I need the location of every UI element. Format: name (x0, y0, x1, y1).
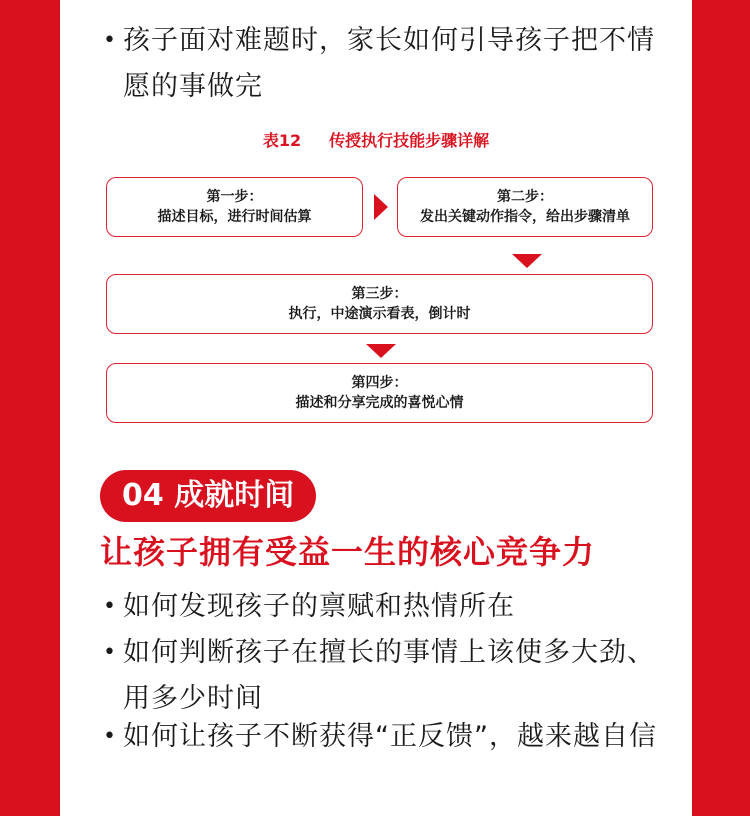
table-title: 传授执行技能步骤详解 (329, 131, 490, 150)
bullet-dot-icon: • (103, 724, 116, 749)
step-3-desc: 执行，中途演示看表，倒计时 (288, 306, 471, 322)
step-2-title: 第二步： (497, 189, 553, 205)
list-item-text: 如何让孩子不断获得“正反馈”，越来越自信 (123, 721, 657, 752)
intro-bullet-text: 孩子面对难题时，家长如何引导孩子把不情愿的事做完 (123, 25, 655, 102)
table-caption (60, 128, 692, 151)
bullet-dot-icon: • (103, 28, 116, 53)
table-label: 表12 (262, 131, 302, 150)
section-heading: 让孩子拥有受益一生的核心竞争力 (100, 533, 596, 571)
step-3-title: 第三步： (351, 286, 408, 302)
list-item-text: 如何判断孩子在擅长的事情上该使多大劲、用多少时间 (123, 637, 655, 714)
bullet-dot-icon: • (103, 594, 116, 619)
list-item-text: 如何发现孩子的禀赋和热情所在 (123, 591, 515, 622)
arrow-down-icon (366, 344, 396, 358)
list-item (103, 714, 663, 760)
step-1 (106, 177, 363, 237)
section-badge: 04 成就时间 (100, 470, 316, 522)
step-1-title: 第一步： (206, 189, 263, 205)
step-2-desc: 发出关键动作指令，给出步骤清单 (420, 209, 630, 225)
step-4-title: 第四步： (351, 375, 408, 391)
step-1-desc: 描述目标，进行时间估算 (157, 209, 312, 225)
step-3 (106, 274, 653, 334)
step-4-desc: 描述和分享完成的喜悦心情 (295, 395, 464, 411)
list-item (103, 630, 663, 722)
bullet-dot-icon: • (103, 640, 116, 665)
step-2 (397, 177, 653, 237)
step-4 (106, 363, 653, 423)
list-item (103, 584, 663, 630)
arrow-down-icon (512, 254, 542, 268)
arrow-right-icon (374, 194, 388, 220)
intro-bullet (103, 18, 663, 110)
